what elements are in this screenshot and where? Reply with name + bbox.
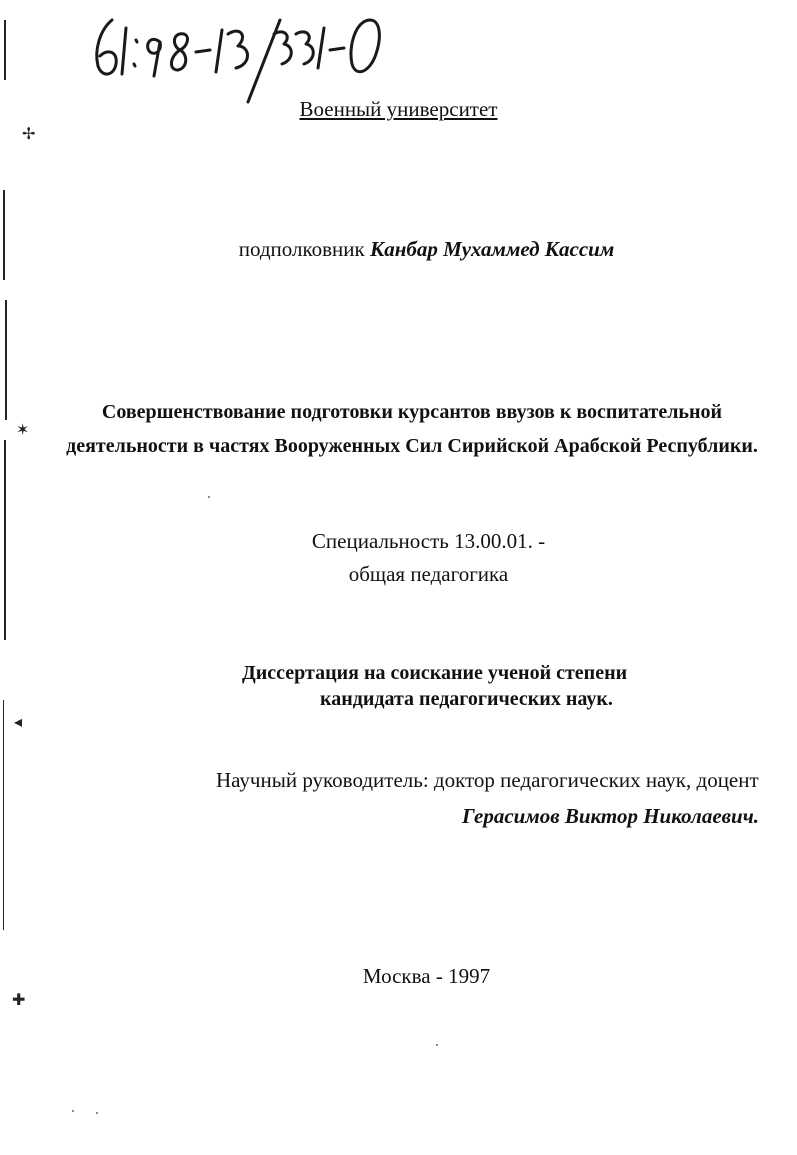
arrow-mark-icon: ◂ bbox=[14, 712, 23, 731]
scan-edge bbox=[0, 0, 12, 1155]
arrow-mark-icon: ✚ bbox=[12, 990, 26, 1009]
dissertation-title-line-1: Совершенствование подготовки курсантов ввузов к воспитательной bbox=[101, 401, 723, 423]
institution bbox=[0, 96, 797, 122]
arrow-mark-icon: ✶ bbox=[16, 420, 30, 439]
specialty-line-1: Специальность 13.00.01. - bbox=[311, 529, 546, 553]
arrow-mark-icon: ✢ bbox=[22, 124, 36, 143]
supervisor-name: Герасимов Виктор Николаевич. bbox=[461, 804, 759, 828]
institution-name: Военный университет bbox=[299, 97, 498, 121]
supervisor-label: Научный руководитель: доктор педагогических наук, доцент bbox=[216, 768, 759, 792]
dissertation-title-line-2: деятельности в частях Вооруженных Сил Сирийской Арабской Республики. bbox=[66, 435, 758, 457]
degree-line-2: кандидата педагогических наук. bbox=[320, 688, 613, 710]
author-name: Канбар Мухаммед Кассим bbox=[369, 237, 615, 261]
scan-speck bbox=[208, 496, 210, 498]
author-rank: подполковник bbox=[238, 237, 365, 261]
specialty-line-2: общая педагогика bbox=[348, 562, 509, 586]
scan-speck bbox=[436, 1044, 438, 1046]
scan-speck bbox=[96, 1112, 98, 1114]
handwritten-archive-number bbox=[88, 6, 408, 106]
author-line bbox=[28, 236, 797, 262]
scan-speck bbox=[72, 1110, 74, 1112]
degree-line-1: Диссертация на соискание ученой степени bbox=[242, 662, 628, 684]
place-year: Москва - 1997 bbox=[362, 964, 491, 988]
